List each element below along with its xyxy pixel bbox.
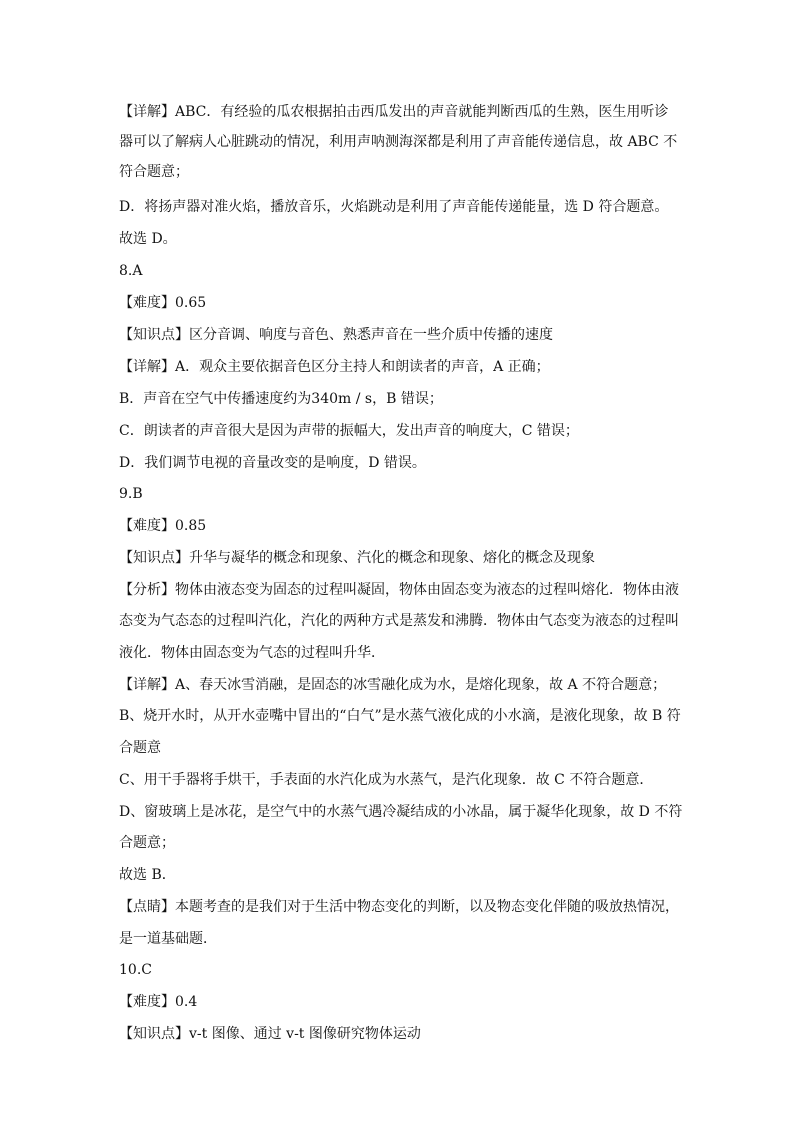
difficulty-line: 【难度】0.4 <box>119 994 198 1010</box>
text-line: 故选 D。 <box>119 231 177 247</box>
question-number: 9.B <box>119 486 143 502</box>
text-line: D．我们调节电视的音量改变的是响度，D 错误。 <box>119 455 426 471</box>
text-line: D、窗玻璃上是冰花，是空气中的水蒸气遇冷凝结成的小冰晶，属于凝华化现象，故 D 不符 <box>119 804 683 820</box>
knowledge-point-line: 【知识点】v-t 图像、通过 v-t 图像研究物体运动 <box>119 1026 421 1042</box>
text-line: 液化．物体由固态变为气态的过程叫升华． <box>119 645 385 661</box>
text-line: 故选 B． <box>119 867 176 883</box>
text-line: 【点睛】本题考查的是我们对于生活中物态变化的判断，以及物态变化伴随的吸放热情况， <box>119 899 679 915</box>
text-line: 符合题意； <box>119 164 189 180</box>
text-line: 是一道基础题． <box>119 931 217 947</box>
text-line: B．声音在空气中传播速度约为340m / s，B 错误； <box>119 391 443 407</box>
text-line: 【分析】物体由液态变为固态的过程叫凝固，物体由固态变为液态的过程叫熔化．物体由液 <box>119 582 679 598</box>
difficulty-line: 【难度】0.85 <box>119 518 207 534</box>
knowledge-point-line: 【知识点】区分音调、响度与音色、熟悉声音在一些介质中传播的速度 <box>119 327 553 343</box>
difficulty-line: 【难度】0.65 <box>119 295 207 311</box>
text-line: 【详解】A、春天冰雪消融，是固态的冰雪融化成为水，是熔化现象，故 A 不符合题意； <box>119 677 667 693</box>
text-line: 合题意 <box>119 740 161 756</box>
text-line: 【详解】A．观众主要依据音色区分主持人和朗读者的声音，A 正确； <box>119 359 550 375</box>
question-number: 10.C <box>119 962 152 978</box>
text-line: 【详解】ABC．有经验的瓜农根据拍击西瓜发出的声音就能判断西瓜的生熟，医生用听诊 <box>119 104 669 120</box>
text-line: B、烧开水时，从开水壶嘴中冒出的“白气”是水蒸气液化成的小水滴，是液化现象，故 B 符 <box>119 708 681 724</box>
question-number: 8.A <box>119 263 143 279</box>
text-line: C、用干手器将手烘干，手表面的水汽化成为水蒸气，是汽化现象．故 C 不符合题意． <box>119 772 654 788</box>
text-line: D．将扬声器对准火焰，播放音乐，火焰跳动是利用了声音能传递能量，选 D 符合题意。 <box>119 199 669 215</box>
text-line: C．朗读者的声音很大是因为声带的振幅大，发出声音的响度大，C 错误； <box>119 423 579 439</box>
text-line: 态变为气态态的过程叫汽化，汽化的两种方式是蒸发和沸腾．物体由气态变为液态的过程叫 <box>119 613 679 629</box>
text-line: 合题意； <box>119 835 175 851</box>
knowledge-point-line: 【知识点】升华与凝华的概念和现象、汽化的概念和现象、熔化的概念及现象 <box>119 550 595 566</box>
text-line: 器可以了解病人心脏跳动的情况，利用声呐测海深都是利用了声音能传递信息，故 ABC 不 <box>119 134 678 150</box>
